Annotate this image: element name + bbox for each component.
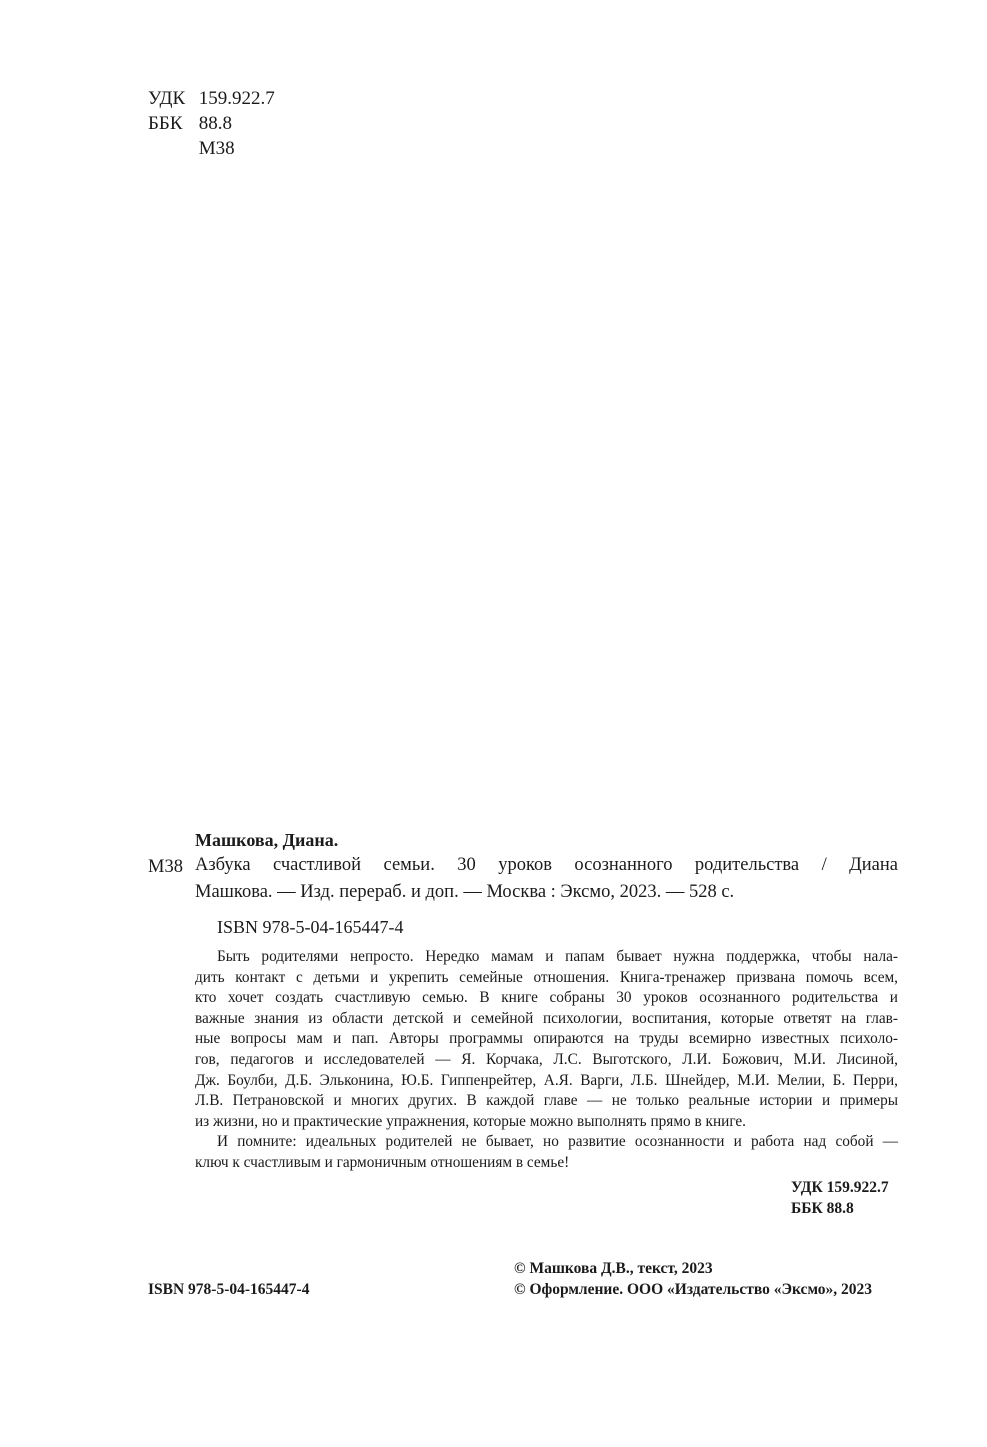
annotation-line: Дж. Боулби, Д.Б. Эльконина, Ю.Б. Гиппенрейтер, А.Я. Варги, Л.Б. Шнейдер, М.И. Мелии, Б. Перри,: [195, 1071, 898, 1089]
record-description-line-2: Машкова. — Изд. перераб. и доп. — Москва : Эксмо, 2023. — 528 с.: [195, 882, 735, 902]
annotation-line: кто хочет создать счастливую семью. В книге собраны 30 уроков осознанного родительства и: [195, 989, 898, 1007]
copyright-text: © Машкова Д.В., текст, 2023: [514, 1260, 713, 1277]
record-author-mark: М38: [148, 857, 183, 877]
annotation-line: гов, педагогов и исследователей — Я. Корчака, Л.С. Выготского, Л.И. Божович, М.И. Лисиной,: [195, 1050, 898, 1068]
footer-isbn: ISBN 978-5-04-165447-4: [148, 1281, 310, 1298]
annotation-line: Л.В. Петрановской и многих других. В каждой главе — не только реальные истории и примеры: [195, 1092, 898, 1110]
udk-row: [148, 86, 275, 111]
copyright-design: © Оформление. ООО «Издательство «Эксмо», 2023: [514, 1281, 873, 1298]
classification-bbk: ББК 88.8: [791, 1200, 854, 1217]
annotation-line: ные вопросы мам и пап. Авторы программы опираются на труды всемирно известных психоло-: [195, 1030, 898, 1048]
annotation-line: дить контакт с детьми и укрепить семейные отношения. Книга-тренажер призвана помочь всем,: [195, 968, 898, 986]
record-description-line-1: Азбука счастливой семьи. 30 уроков осознанного родительства / Диана: [195, 855, 898, 875]
classification-block: [791, 1177, 889, 1219]
footer-copyright: [514, 1258, 872, 1300]
annotation-line: Быть родителями непросто. Нередко мамам и папам бывает нужна поддержка, чтобы нала-: [217, 948, 898, 965]
bbk-value: 88.8: [198, 113, 232, 134]
annotation: [195, 947, 898, 1174]
udk-label: УДК: [148, 88, 186, 109]
annotation-line: ключ к счастливым и гармоничным отношениям в семье!: [195, 1153, 570, 1171]
header-codes: [148, 86, 275, 161]
annotation-line: важные знания из области детской и семейной психологии, воспитания, которые ответят на глав-: [195, 1009, 898, 1027]
author-mark-row: [148, 136, 275, 161]
udk-value: 159.922.7: [198, 88, 275, 109]
classification-udk: УДК 159.922.7: [791, 1179, 889, 1196]
bbk-row: [148, 111, 275, 136]
author-heading: Машкова, Диана.: [195, 830, 339, 850]
annotation-line: И помните: идеальных родителей не бывает, но развитие осознанности и работа над собой —: [217, 1133, 898, 1151]
bbk-label: ББК: [148, 113, 183, 134]
annotation-line: из жизни, но и практические упражнения, которые можно выполнять прямо в книге.: [195, 1112, 747, 1130]
header-author-mark: М38: [198, 138, 235, 159]
record-isbn: ISBN 978-5-04-165447-4: [217, 917, 404, 937]
